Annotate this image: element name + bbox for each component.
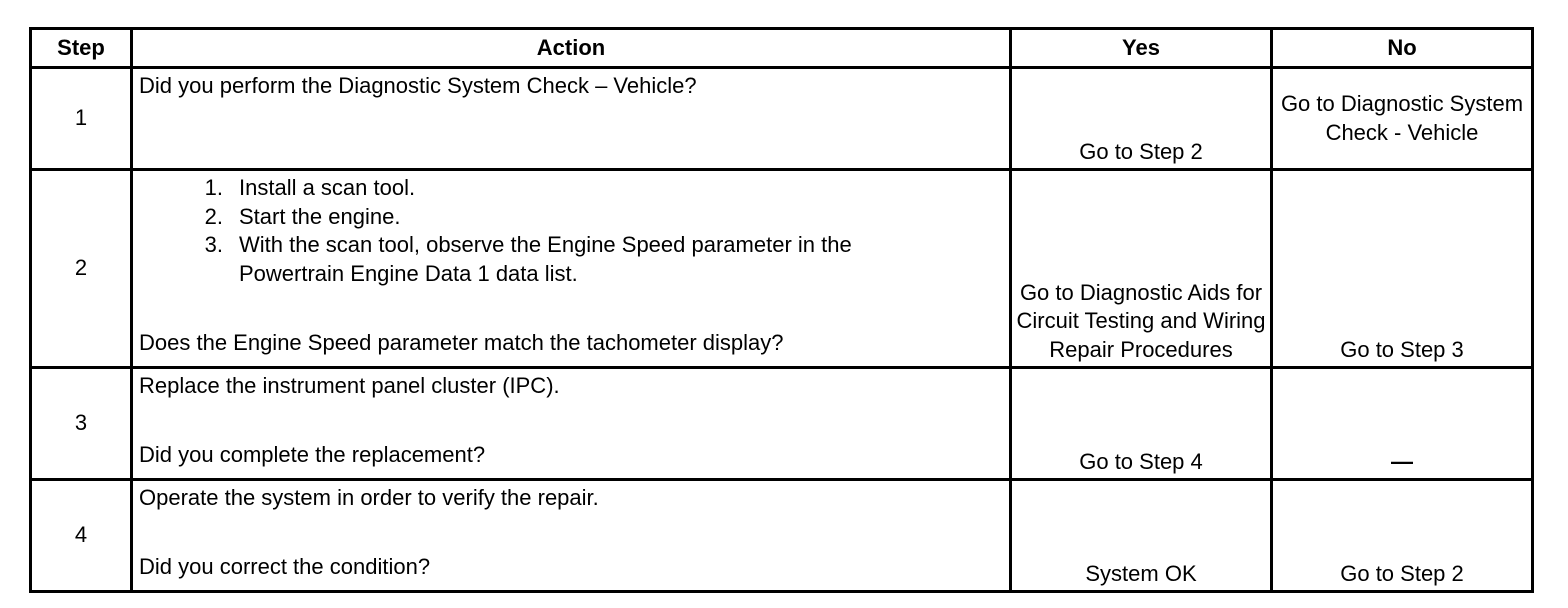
list-item-number: 3. bbox=[204, 232, 223, 257]
step-number: 3 bbox=[31, 368, 132, 480]
no-cell: Go to Diagnostic System Check - Vehicle bbox=[1272, 68, 1533, 170]
no-cell: — bbox=[1272, 368, 1533, 480]
action-question: Did you complete the replacement? bbox=[139, 441, 486, 467]
action-question: Does the Engine Speed parameter match the tachometer display? bbox=[139, 329, 784, 355]
table-row bbox=[31, 68, 1533, 170]
table-row bbox=[31, 368, 1533, 480]
header-no: No bbox=[1272, 29, 1533, 68]
action-text: Operate the system in order to verify the repair. bbox=[139, 485, 599, 510]
header-action: Action bbox=[132, 29, 1011, 68]
list-item bbox=[139, 174, 1003, 203]
step-number: 2 bbox=[31, 170, 132, 368]
table-row bbox=[31, 480, 1533, 592]
header-step: Step bbox=[31, 29, 132, 68]
step-number: 4 bbox=[31, 480, 132, 592]
action-steps-list bbox=[139, 174, 1003, 288]
yes-cell: Go to Step 4 bbox=[1011, 368, 1272, 480]
no-cell: Go to Step 2 bbox=[1272, 480, 1533, 592]
list-item-number: 2. bbox=[204, 203, 223, 229]
list-item-number: 1. bbox=[204, 175, 223, 200]
list-item-text: With the scan tool, observe the Engine Speed parameter in the Powertrain Engine Data 1 data list. bbox=[239, 232, 852, 286]
action-cell bbox=[132, 170, 1011, 368]
action-cell bbox=[132, 480, 1011, 592]
yes-cell: System OK bbox=[1011, 480, 1272, 592]
action-text: Did you perform the Diagnostic System Check – Vehicle? bbox=[139, 73, 697, 98]
list-item bbox=[139, 231, 1003, 288]
yes-cell: Go to Step 2 bbox=[1011, 68, 1272, 170]
yes-cell: Go to Diagnostic Aids for Circuit Testing and Wiring Repair Procedures bbox=[1011, 170, 1272, 368]
list-item-text: Install a scan tool. bbox=[239, 175, 416, 200]
action-question: Did you correct the condition? bbox=[139, 553, 431, 579]
header-row bbox=[31, 29, 1533, 68]
action-text: Replace the instrument panel cluster (IPC). bbox=[139, 373, 560, 398]
no-cell: Go to Step 3 bbox=[1272, 170, 1533, 368]
action-cell bbox=[132, 68, 1011, 170]
step-number: 1 bbox=[31, 68, 132, 170]
list-item bbox=[139, 203, 1003, 232]
list-item-text: Start the engine. bbox=[239, 203, 401, 229]
diagnostic-table bbox=[29, 27, 1534, 593]
header-yes: Yes bbox=[1011, 29, 1272, 68]
action-cell bbox=[132, 368, 1011, 480]
table-row bbox=[31, 170, 1533, 368]
